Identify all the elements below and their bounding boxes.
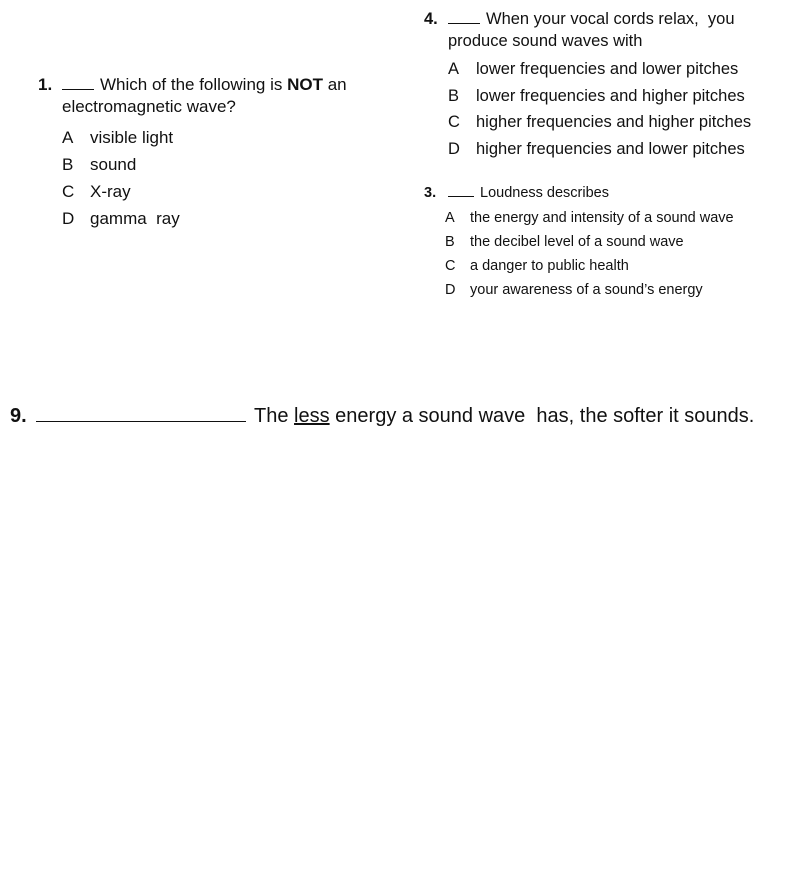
option-text: your awareness of a sound’s energy: [470, 282, 703, 298]
question-prompt: When your vocal cords relax, you: [486, 10, 735, 28]
answer-option: [448, 109, 751, 136]
answer-blank[interactable]: [448, 196, 474, 197]
option-text: lower frequencies and higher pitches: [476, 86, 745, 105]
option-text: higher frequencies and higher pitches: [476, 113, 752, 131]
statement-text: energy a sound wave has, the softer it sounds.: [329, 405, 755, 427]
option-letter: B: [445, 234, 455, 250]
question-3: [424, 183, 734, 302]
option-letter: A: [62, 128, 74, 147]
question-prompt: Which of the following is: [100, 75, 288, 94]
option-letter: A: [448, 60, 460, 78]
answer-blank[interactable]: [448, 23, 480, 24]
option-text: X-ray: [90, 182, 131, 201]
answer-option: [445, 206, 734, 230]
option-text: lower frequencies and lower pitches: [476, 60, 739, 78]
answer-option: [448, 56, 751, 83]
option-text: gamma ray: [90, 209, 180, 228]
answer-options: [424, 206, 734, 302]
underlined-word: less: [294, 405, 330, 427]
question-1: [38, 74, 347, 232]
option-letter: A: [445, 210, 455, 226]
option-letter: C: [448, 113, 460, 131]
answer-option: [62, 151, 347, 178]
question-4: [424, 8, 751, 162]
option-letter: D: [445, 282, 456, 298]
answer-option: [62, 178, 347, 205]
answer-options: [424, 56, 751, 162]
option-letter: B: [62, 155, 74, 174]
answer-option: [62, 205, 347, 232]
question-number: 1.: [38, 75, 53, 94]
option-letter: C: [62, 182, 75, 201]
option-text: the energy and intensity of a sound wave: [470, 210, 734, 226]
answer-option: [448, 136, 751, 163]
answer-option: [445, 254, 734, 278]
option-letter: D: [62, 209, 75, 228]
option-letter: D: [448, 139, 460, 158]
answer-option: [448, 83, 751, 110]
question-number: 3.: [424, 185, 437, 201]
answer-options: [38, 124, 347, 232]
option-letter: B: [448, 86, 460, 105]
question-prompt-continued: produce sound waves with: [448, 32, 643, 50]
statement-text: The: [254, 405, 295, 427]
question-prompt-continued: electromagnetic wave?: [62, 97, 236, 116]
option-letter: C: [445, 258, 456, 274]
answer-blank[interactable]: [62, 89, 94, 90]
option-text: the decibel level of a sound wave: [470, 234, 684, 250]
question-prompt-emphasis: NOT: [287, 75, 323, 94]
option-text: sound: [90, 155, 137, 174]
question-prompt: Loudness describes: [480, 185, 609, 201]
answer-option: [62, 124, 347, 151]
answer-option: [445, 230, 734, 254]
option-text: higher frequencies and lower pitches: [476, 139, 745, 158]
answer-option: [445, 278, 734, 302]
question-number: 9.: [10, 405, 27, 427]
question-number: 4.: [424, 10, 438, 28]
answer-blank[interactable]: [36, 421, 246, 422]
option-text: a danger to public health: [470, 258, 629, 274]
option-text: visible light: [90, 128, 174, 147]
question-prompt: an: [322, 75, 347, 94]
question-9: [10, 405, 754, 428]
